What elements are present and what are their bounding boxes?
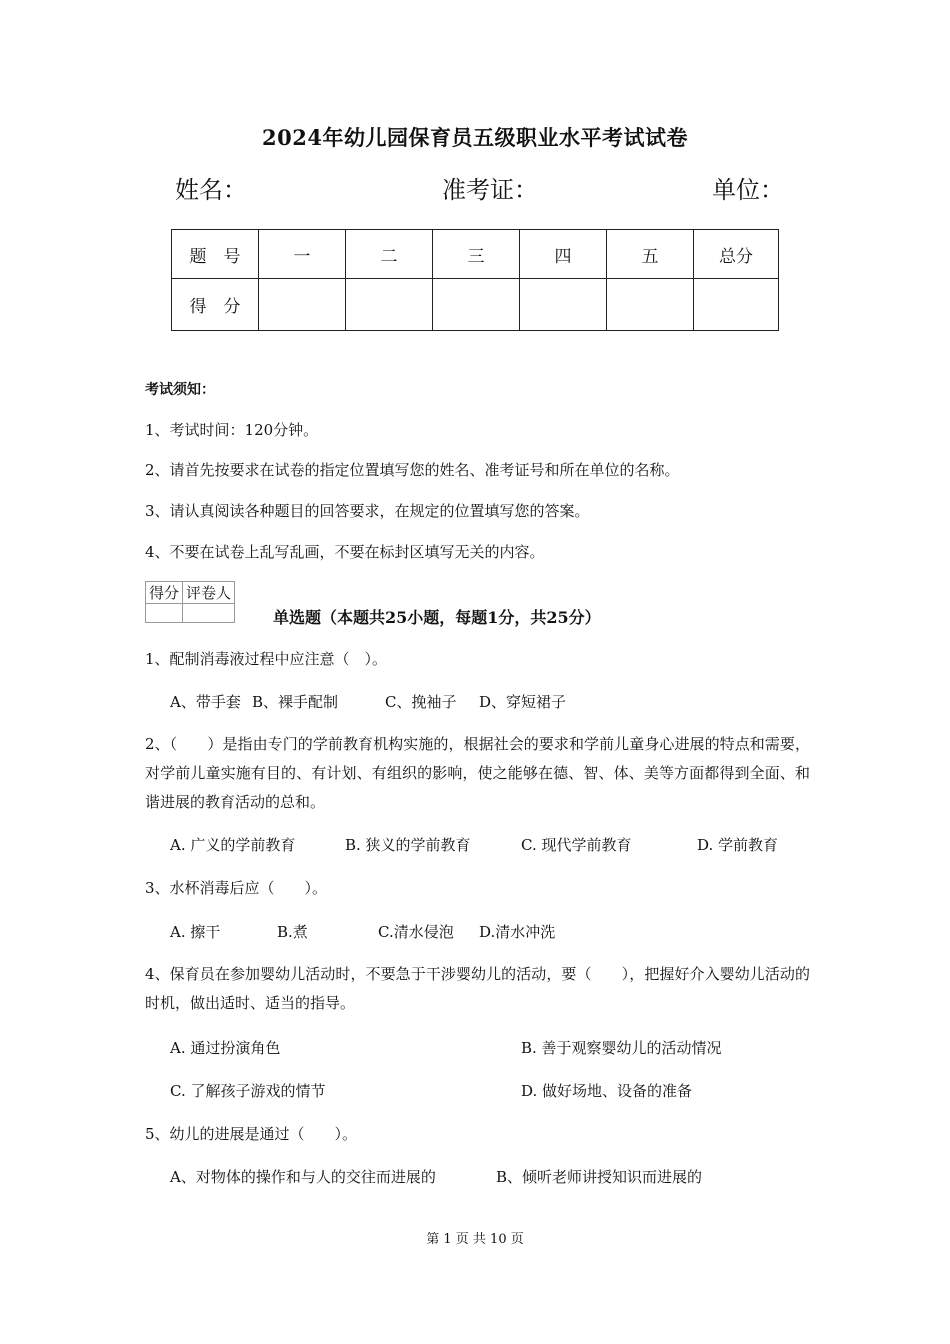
- score-cell-total[interactable]: [694, 279, 779, 331]
- question-option: B. 狭义的学前教育: [345, 836, 471, 854]
- score-row-label: 得 分: [172, 279, 259, 331]
- question-stem: 4、保育员在参加婴幼儿活动时，不要急于干涉婴幼儿的活动，要（ ），把握好介入婴幼儿活动的时机，做出适时、适当的指导。: [145, 965, 810, 1012]
- question-option: C. 现代学前教育: [521, 836, 632, 854]
- exam-title: 2024年幼儿园保育员五级职业水平考试试卷: [262, 125, 688, 150]
- name-field-label: 姓名：: [175, 176, 247, 204]
- question-option: B、倾听老师讲授知识而进展的: [496, 1168, 703, 1186]
- question-option: A. 通过扮演角色: [170, 1039, 281, 1057]
- score-header-section-4: 四: [520, 230, 607, 279]
- question-stem: 5、幼儿的进展是通过（ ）。: [145, 1125, 358, 1143]
- question-option: B.煮: [277, 923, 308, 941]
- notice-item: 3、请认真阅读各种题目的回答要求，在规定的位置填写您的答案。: [145, 502, 590, 520]
- question-stem: 2、（ ）是指由专门的学前教育机构实施的，根据社会的要求和学前儿童身心进展的特点和需要，对学前儿童实施有目的、有计划、有组织的影响，使之能够在德、智、体、美等方面都得到全面、和谐进展的教育活动的总和。: [145, 735, 810, 811]
- score-table: [171, 229, 779, 331]
- score-header-section-2: 二: [346, 230, 433, 279]
- score-header-section-3: 三: [433, 230, 520, 279]
- section-heading: 单选题（本题共25小题，每题1分，共25分）: [273, 608, 601, 627]
- score-cell-3[interactable]: [433, 279, 520, 331]
- question-option: B. 善于观察婴幼儿的活动情况: [521, 1039, 722, 1057]
- page-footer: 第 1 页 共 10 页: [426, 1232, 524, 1247]
- score-cell-1[interactable]: [259, 279, 346, 331]
- notice-item: 2、请首先按要求在试卷的指定位置填写您的姓名、准考证号和所在单位的名称。: [145, 461, 680, 479]
- score-cell-5[interactable]: [607, 279, 694, 331]
- score-cell-4[interactable]: [520, 279, 607, 331]
- question-option: D. 学前教育: [697, 836, 779, 854]
- score-header-total: 总分: [694, 230, 779, 279]
- notice-title: 考试须知：: [145, 382, 215, 398]
- score-cell-2[interactable]: [346, 279, 433, 331]
- grader-reviewer-cell[interactable]: [183, 604, 235, 623]
- question-option: D、穿短裙子: [479, 693, 567, 711]
- notice-item: 1、考试时间：120分钟。: [145, 421, 319, 439]
- question-option: D. 做好场地、设备的准备: [521, 1082, 693, 1100]
- grader-box: [145, 581, 235, 623]
- score-table-header-row: [172, 230, 779, 279]
- question-stem: 3、水杯消毒后应（ ）。: [145, 879, 328, 897]
- exam-id-field-label: 准考证：: [442, 176, 538, 204]
- question-option: C、挽袖子: [385, 693, 457, 711]
- question-option: B、裸手配制: [252, 693, 339, 711]
- grader-reviewer-label: 评卷人: [183, 582, 235, 604]
- grader-score-cell[interactable]: [146, 604, 183, 623]
- question-option: C. 了解孩子游戏的情节: [170, 1082, 326, 1100]
- question-stem: 1、配制消毒液过程中应注意（ ）。: [145, 650, 388, 668]
- notice-item: 4、不要在试卷上乱写乱画，不要在标封区填写无关的内容。: [145, 543, 545, 561]
- question-option: A、带手套: [170, 693, 241, 711]
- score-header-section-1: 一: [259, 230, 346, 279]
- grader-score-label: 得分: [146, 582, 183, 604]
- question-option: A、对物体的操作和与人的交往而进展的: [170, 1168, 436, 1186]
- unit-field-label: 单位：: [712, 176, 784, 204]
- score-header-label: 题 号: [172, 230, 259, 279]
- question-option: D.清水冲洗: [479, 923, 556, 941]
- question-option: A. 擦干: [170, 923, 221, 941]
- score-table-score-row: [172, 279, 779, 331]
- question-option: A. 广义的学前教育: [170, 836, 296, 854]
- score-header-section-5: 五: [607, 230, 694, 279]
- question-option: C.清水侵泡: [378, 923, 454, 941]
